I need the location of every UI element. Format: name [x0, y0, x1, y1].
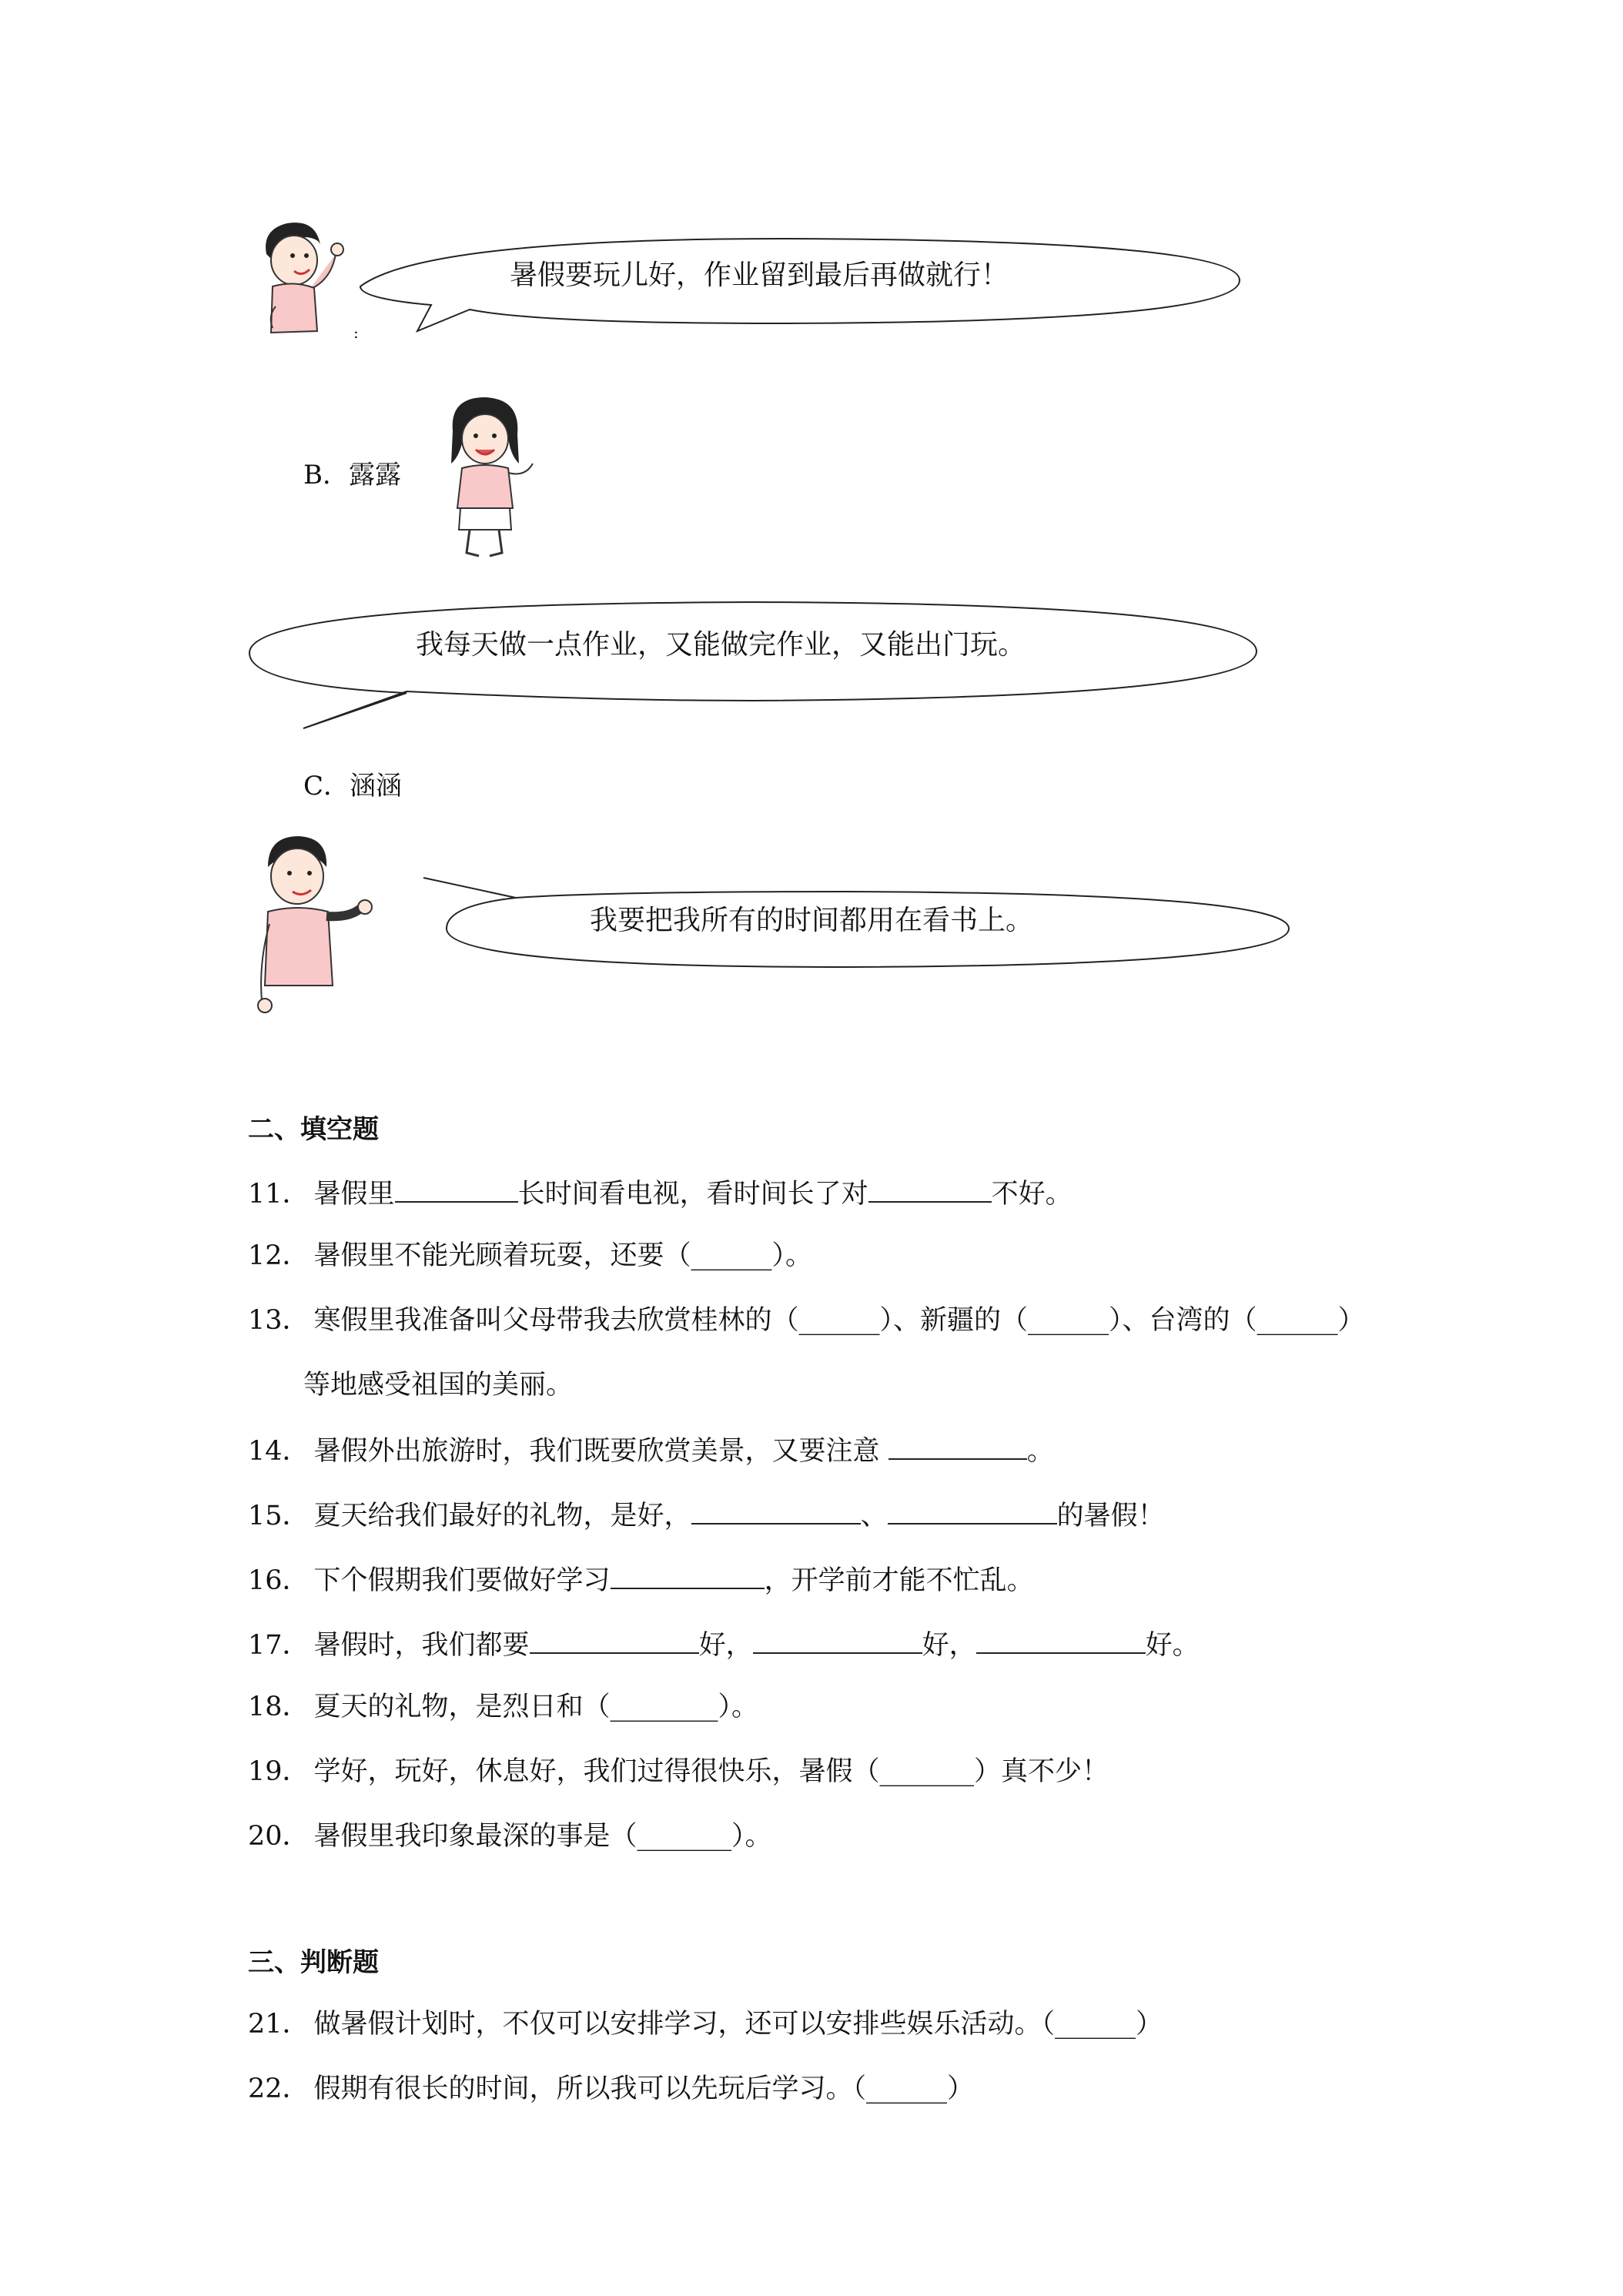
option-b-label: B．露露 — [303, 460, 401, 490]
speech-bubble-b — [245, 597, 1261, 736]
question-text: 下个假期我们要做好学习 — [313, 1565, 611, 1596]
question-text: 暑假里 — [313, 1179, 395, 1210]
boy-pointing-illustration — [245, 216, 360, 346]
question-text: 暑假里我印象最深的事是（_______）。 — [313, 1821, 772, 1852]
question-number: 18． — [248, 1692, 310, 1722]
girl-illustration — [436, 393, 544, 562]
option-c-label: C．涵涵 — [303, 771, 403, 802]
question-number: 16． — [248, 1565, 310, 1596]
question-17 — [248, 1629, 1200, 1659]
question-number: 20． — [248, 1821, 310, 1852]
question-11 — [248, 1178, 1073, 1208]
question-number: 14． — [248, 1436, 310, 1467]
question-text: 好。 — [1145, 1630, 1200, 1661]
answer-blank[interactable] — [530, 1629, 699, 1654]
question-12 — [248, 1240, 813, 1271]
question-22 — [248, 2073, 975, 2104]
question-21 — [248, 2011, 1163, 2038]
question-text: 。 — [1026, 1436, 1054, 1467]
question-text: 长时间看电视，看时间长了对 — [517, 1179, 868, 1210]
answer-blank[interactable] — [611, 1565, 765, 1589]
answer-blank[interactable] — [691, 1500, 861, 1525]
answer-blank[interactable] — [888, 1500, 1057, 1525]
question-13 — [248, 1307, 1365, 1334]
question-number: 17． — [248, 1630, 310, 1661]
question-text: 、 — [860, 1501, 888, 1531]
section-2-title: 二、填空题 — [248, 1114, 379, 1145]
question-text: 暑假时，我们都要 — [313, 1630, 530, 1661]
question-number: 11． — [248, 1179, 310, 1210]
boy-illustration — [245, 832, 376, 1024]
answer-blank[interactable] — [753, 1629, 922, 1654]
answer-blank[interactable] — [395, 1178, 518, 1203]
question-14 — [248, 1435, 1054, 1465]
question-text: 寒假里我准备叫父母带我去欣赏桂林的（______）、新疆的（______）、台湾的（______） — [313, 1305, 1365, 1336]
question-text: ，开学前才能不忙乱。 — [764, 1565, 1034, 1596]
question-text: 好， — [922, 1630, 976, 1661]
stray-mark: : — [353, 323, 359, 342]
bubble-text-b: 我每天做一点作业，又能做完作业，又能出门玩。 — [416, 629, 1026, 661]
question-text: 夏天给我们最好的礼物，是好， — [313, 1501, 691, 1531]
answer-blank[interactable] — [976, 1629, 1146, 1654]
question-number: 22． — [248, 2073, 310, 2104]
question-text: 好， — [698, 1630, 753, 1661]
question-16 — [248, 1565, 1034, 1595]
question-text: 假期有很长的时间，所以我可以先玩后学习。（______） — [313, 2073, 975, 2104]
bubble-text-a: 暑假要玩儿好，作业留到最后再做就行！ — [510, 259, 1009, 291]
question-number: 19． — [248, 1756, 310, 1787]
question-text: 学好，玩好，休息好，我们过得很快乐，暑假（_______）真不少！ — [313, 1756, 1109, 1787]
question-number: 21． — [248, 2009, 310, 2040]
question-19 — [248, 1756, 1109, 1787]
question-text: 暑假里不能光顾着玩耍，还要（______）。 — [313, 1240, 813, 1271]
question-number: 13． — [248, 1305, 310, 1336]
question-13-continuation: 等地感受祖国的美丽。 — [303, 1370, 574, 1401]
question-18 — [248, 1694, 758, 1721]
question-20 — [248, 1823, 772, 1850]
question-text: 做暑假计划时，不仅可以安排学习，还可以安排些娱乐活动。（______） — [313, 2009, 1163, 2040]
question-text: 不好。 — [991, 1179, 1073, 1210]
section-3-title: 三、判断题 — [248, 1947, 379, 1978]
question-number: 12． — [248, 1240, 310, 1271]
question-text: 夏天的礼物，是烈日和（________）。 — [313, 1692, 759, 1722]
bubble-text-c: 我要把我所有的时间都用在看书上。 — [590, 905, 1034, 936]
question-number: 15． — [248, 1501, 310, 1531]
answer-blank[interactable] — [868, 1178, 992, 1203]
question-text: 的暑假！ — [1056, 1501, 1165, 1531]
question-text: 暑假外出旅游时，我们既要欣赏美景，又要注意 — [313, 1436, 888, 1467]
answer-blank[interactable] — [888, 1435, 1027, 1460]
question-15 — [248, 1500, 1165, 1530]
